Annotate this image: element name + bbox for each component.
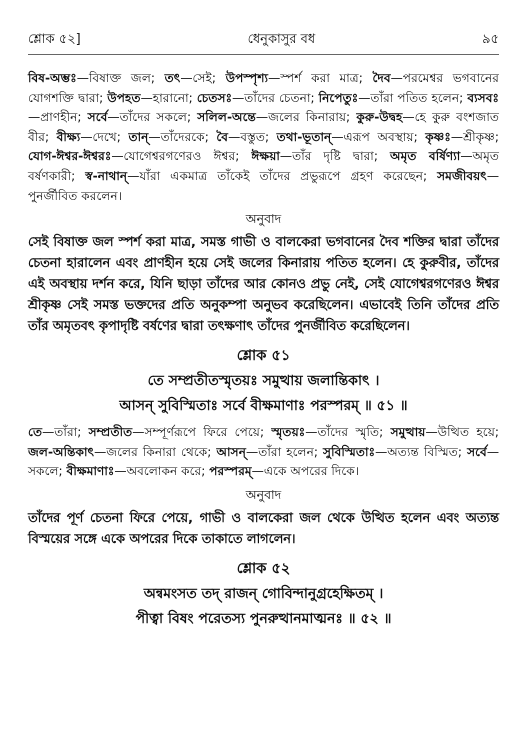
translation-verse-51: তাঁদের পূর্ণ চেতনা ফিরে পেয়ে, গাভী ও বালকেরা জল থেকে উত্থিত হলেন এবং অত্যন্ত বিস্ময়ের সঙ্গে একে অপরের দিকে তাকাতে লাগলেন।	[28, 510, 499, 547]
synonym-meaning: —তাঁদের চেতনা;	[232, 90, 319, 105]
synonym-term: ঈক্ষয়া	[251, 149, 280, 164]
synonym-meaning: —প্রাণহীন;	[28, 110, 88, 125]
synonym-meaning: —জলের কিনারায়;	[255, 110, 357, 125]
synonym-meaning: —স্পর্শ করা মাত্র;	[268, 71, 373, 85]
synonym-term: স্মৃতয়ঃ	[271, 425, 306, 440]
header-page-number: ৯৫	[482, 32, 499, 47]
synonym-meaning: —যোগেশ্বরগণেরও ঈশ্বর;	[111, 149, 252, 164]
synonym-meaning: —অবলোকন করে;	[114, 464, 210, 479]
synonym-meaning: —হে কুরু বংশজাত বীর;	[28, 110, 499, 144]
synonym-meaning: —তাঁর দৃষ্টি দ্বারা;	[279, 149, 391, 164]
synonym-term: কুরু-উদ্বহ	[356, 110, 403, 125]
synonym-meaning: —অত্যন্ত বিস্মিত;	[375, 444, 468, 459]
synonym-term: উপহত	[107, 90, 141, 105]
verse-51-line-1: তে সম্প্রতীতস্মৃতয়ঃ সমুত্থায় জলান্তিকাৎ ।	[147, 373, 380, 390]
synonym-term: স্ব-নাথান্	[85, 168, 128, 183]
synonym-term: ব্যসবঃ	[467, 90, 499, 105]
synonym-term: উপস্পৃশ্য	[225, 71, 269, 85]
verse-51-title: শ্লোক ৫১	[236, 348, 291, 365]
verse-52-line-1: অন্বমংসত তদ্ রাজন্ গোবিন্দানুগ্রহেক্ষিতম্ ।	[143, 585, 384, 602]
synonyms-verse-51	[28, 423, 499, 482]
verse-52-title: শ্লোক ৫২	[236, 560, 291, 577]
synonym-term: তান্	[128, 129, 149, 144]
synonym-term: বীক্ষমাণাঃ	[66, 464, 115, 479]
synonym-term: চেতসঃ	[196, 90, 233, 105]
synonym-term: কৃষ্ণঃ	[425, 129, 451, 144]
synonym-term: বীক্ষ্য	[56, 129, 81, 144]
synonym-meaning: —সকলে;	[28, 444, 499, 479]
synonym-meaning: —তাঁদেরকে;	[148, 129, 217, 144]
synonym-meaning: —সেই;	[180, 71, 226, 85]
synonym-term: সমুত্থায়	[390, 425, 426, 440]
verse-52-line-2: পীত্বা বিষং পরেতস্য পুনরুত্থানমাত্মনঃ ॥ ৫২ ॥	[135, 610, 392, 627]
synonym-meaning: —পরমেশ্বর ভগবানের যোগশক্তি দ্বারা;	[28, 71, 499, 105]
synonym-term: পরস্পরম্	[209, 464, 252, 479]
synonym-term: তৎ	[164, 71, 181, 85]
synonym-term: আসন্	[216, 444, 247, 459]
synonym-term: দৈব	[372, 71, 391, 85]
synonym-term: বৈ	[216, 129, 229, 144]
synonym-meaning: —তাঁদের স্মৃতি;	[305, 425, 391, 440]
synonym-meaning: —দেখে;	[80, 129, 129, 144]
translation-heading: অনুবাদ	[245, 486, 282, 502]
synonym-meaning: —অমৃত বর্ষণকারী;	[28, 149, 500, 183]
running-header	[28, 30, 499, 55]
synonym-meaning: —যাঁরা একমাত্র তাঁকেই তাঁদের প্রভুরূপে গ্রহণ করেছেন;	[127, 168, 438, 183]
synonym-meaning: —পুনর্জীবিত করলেন।	[28, 168, 499, 203]
synonym-meaning: —একে অপরের দিকে।	[251, 464, 360, 479]
synonym-term: তে	[28, 425, 43, 440]
synonym-term: অমৃত বর্ষিণ্যা	[390, 149, 461, 164]
synonym-meaning: —তাঁরা হলেন;	[246, 444, 324, 459]
synonym-term: যোগ-ঈশ্বর-ঈশ্বরঃ	[28, 149, 112, 164]
synonym-term: নিপেতুঃ	[318, 90, 359, 105]
synonym-meaning: —শ্রীকৃষ্ণ;	[450, 129, 499, 144]
synonym-meaning: —তাঁরা;	[42, 425, 89, 440]
synonym-term: সর্বে	[87, 110, 108, 125]
synonym-term: তথা-ভূতান্	[276, 129, 332, 144]
synonym-term: জল-অন্তিকাৎ	[28, 444, 95, 459]
synonym-term: সম্প্রতীত	[88, 425, 133, 440]
header-verse-ref: শ্লোক ৫২]	[28, 32, 81, 47]
synonym-term: সুবিস্মিতাঃ	[323, 444, 376, 459]
synonym-meaning: —সম্পূর্ণরূপে ফিরে পেয়ে;	[132, 425, 272, 440]
synonym-meaning: —বিষাক্ত জল;	[76, 71, 165, 85]
synonyms-verse-50	[28, 69, 499, 206]
synonym-meaning: —এরূপ অবস্থায়;	[331, 129, 426, 144]
synonym-meaning: —হারানো;	[140, 90, 197, 105]
synonym-term: সমজীবয়ৎ	[437, 168, 487, 183]
synonym-meaning: —বস্তুত;	[228, 129, 277, 144]
synonym-meaning: —তাঁদের সকলে;	[107, 110, 198, 125]
synonym-term: সলিল-অন্তে	[197, 110, 256, 125]
synonym-term: বিষ-অম্ভঃ	[28, 71, 77, 85]
synonym-meaning: —উত্থিত হয়ে;	[425, 425, 499, 440]
synonym-meaning: —তাঁরা পতিত হলেন;	[358, 90, 468, 105]
verse-51-line-2: আসন্ সুবিস্মিতাঃ সর্বে বীক্ষমাণাঃ পরস্পরম্ ॥ ৫১ ॥	[119, 398, 408, 415]
synonym-meaning: —জলের কিনারা থেকে;	[94, 444, 217, 459]
synonym-term: সর্বে	[467, 444, 487, 459]
translation-heading: অনুবাদ	[245, 211, 282, 227]
translation-verse-50: সেই বিষাক্ত জল স্পর্শ করা মাত্র, সমস্ত গাভী ও বালকেরা ভগবানের দৈব শক্তির দ্বারা তাঁদের চেতনা হারালেন এবং প্রাণহীন হয়ে সেই জলের কিনারায় পতিত হলেন। হে কুরুবীর, তাঁদের এই অবস্থায় দর্শন করে, যিনি ছাড়া তাঁদের আর কোনও প্রভু নেই, সেই যোগেশ্বরগণেরও ঈশ্বর শ্রীকৃষ্ণ সেই সমস্ত ভক্তদের প্রতি অনুকম্পা অনুভব করেছিলেন। এভাবেই তিনি তাঁদের প্রতি তাঁর অমৃতবৎ কৃপাদৃষ্টি বর্ষণের দ্বারা তৎক্ষণাৎ তাঁদের পুনর্জীবিত করেছিলেন।	[28, 235, 499, 335]
header-chapter-title: ধেনুকাসুর বধ	[247, 32, 316, 47]
